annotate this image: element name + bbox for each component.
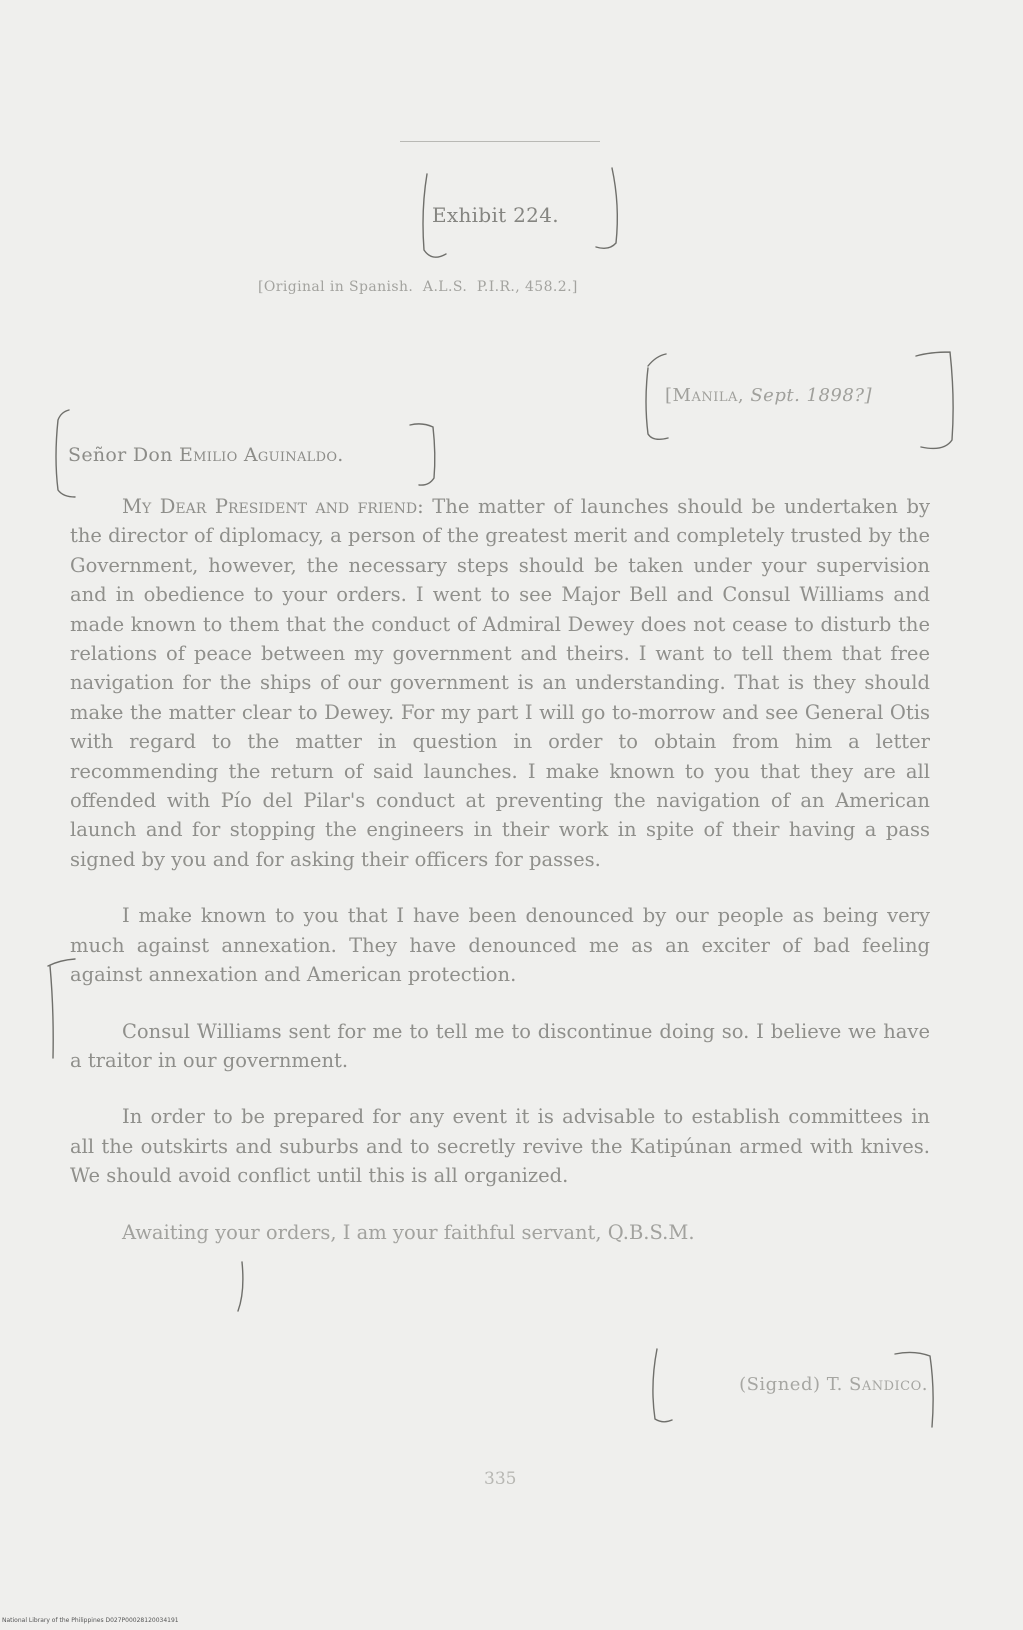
date-line <box>665 385 872 406</box>
date-place: [Manila, <box>665 385 745 406</box>
footer-identifier: National Library of the Philippines D027P00028120034191 <box>2 1617 179 1624</box>
signature-prefix: (Signed) T. <box>739 1374 850 1395</box>
paragraph-4: In order to be prepared for any event it is advisable to establish committees in all the outskirts and suburbs and to secretly revive the Katipúnan armed with knives. We should avoid conflict until this is all organized. <box>70 1105 930 1188</box>
paragraph-3: Consul Williams sent for me to tell me to discontinue doing so. I believe we have a traitor in our government. <box>70 1019 930 1072</box>
signature <box>739 1374 928 1395</box>
exhibit-title: Exhibit 224. <box>432 203 559 227</box>
date-value: Sept. 1898?] <box>750 385 873 406</box>
header-rule <box>400 141 600 142</box>
salutation-name: Emilio Aguinaldo. <box>179 444 344 466</box>
page-number: 335 <box>484 1469 517 1489</box>
salutation-prefix: Señor Don <box>68 444 180 466</box>
signature-name: Sandico. <box>849 1374 928 1395</box>
paragraph-2: I make known to you that I have been denounced by our people as being very much against annexation. They have denounced me as an exciter of bad feeling against annexation and American protection. <box>70 904 930 987</box>
paragraph-1-text: The matter of launches should be undertaken by the director of diplomacy, a person of the greatest merit and completely trusted by the Government, however, the necessary steps should be taken under your supervision and in obedience to your orders. I went to see Major Bell and Consul Williams and made known to them that the conduct of Admiral Dewey does not cease to disturb the relations of peace between my government and theirs. I want to tell them that free navigation for the ships of our government is an understanding. That is they should make the matter clear to Dewey. For my part I will go to-morrow and see General Otis with regard to the matter in question in order to obtain from him a letter recommending the return of said launches. I make known to you that they are all offended with Pío del Pilar's conduct at preventing the navigation of an American launch and for stopping the engineers in their work in spite of their having a pass signed by you and for asking their officers for passes. <box>70 495 930 871</box>
closing-line: Awaiting your orders, I am your faithful servant, Q.B.S.M. <box>122 1220 695 1244</box>
source-note: [Original in Spanish. A.L.S. P.I.R., 458.2.] <box>258 279 578 295</box>
paragraph-1 <box>70 492 930 874</box>
salutation <box>68 444 344 466</box>
letter-body <box>70 492 930 1247</box>
opening-caps: My Dear President and friend: <box>122 495 424 518</box>
